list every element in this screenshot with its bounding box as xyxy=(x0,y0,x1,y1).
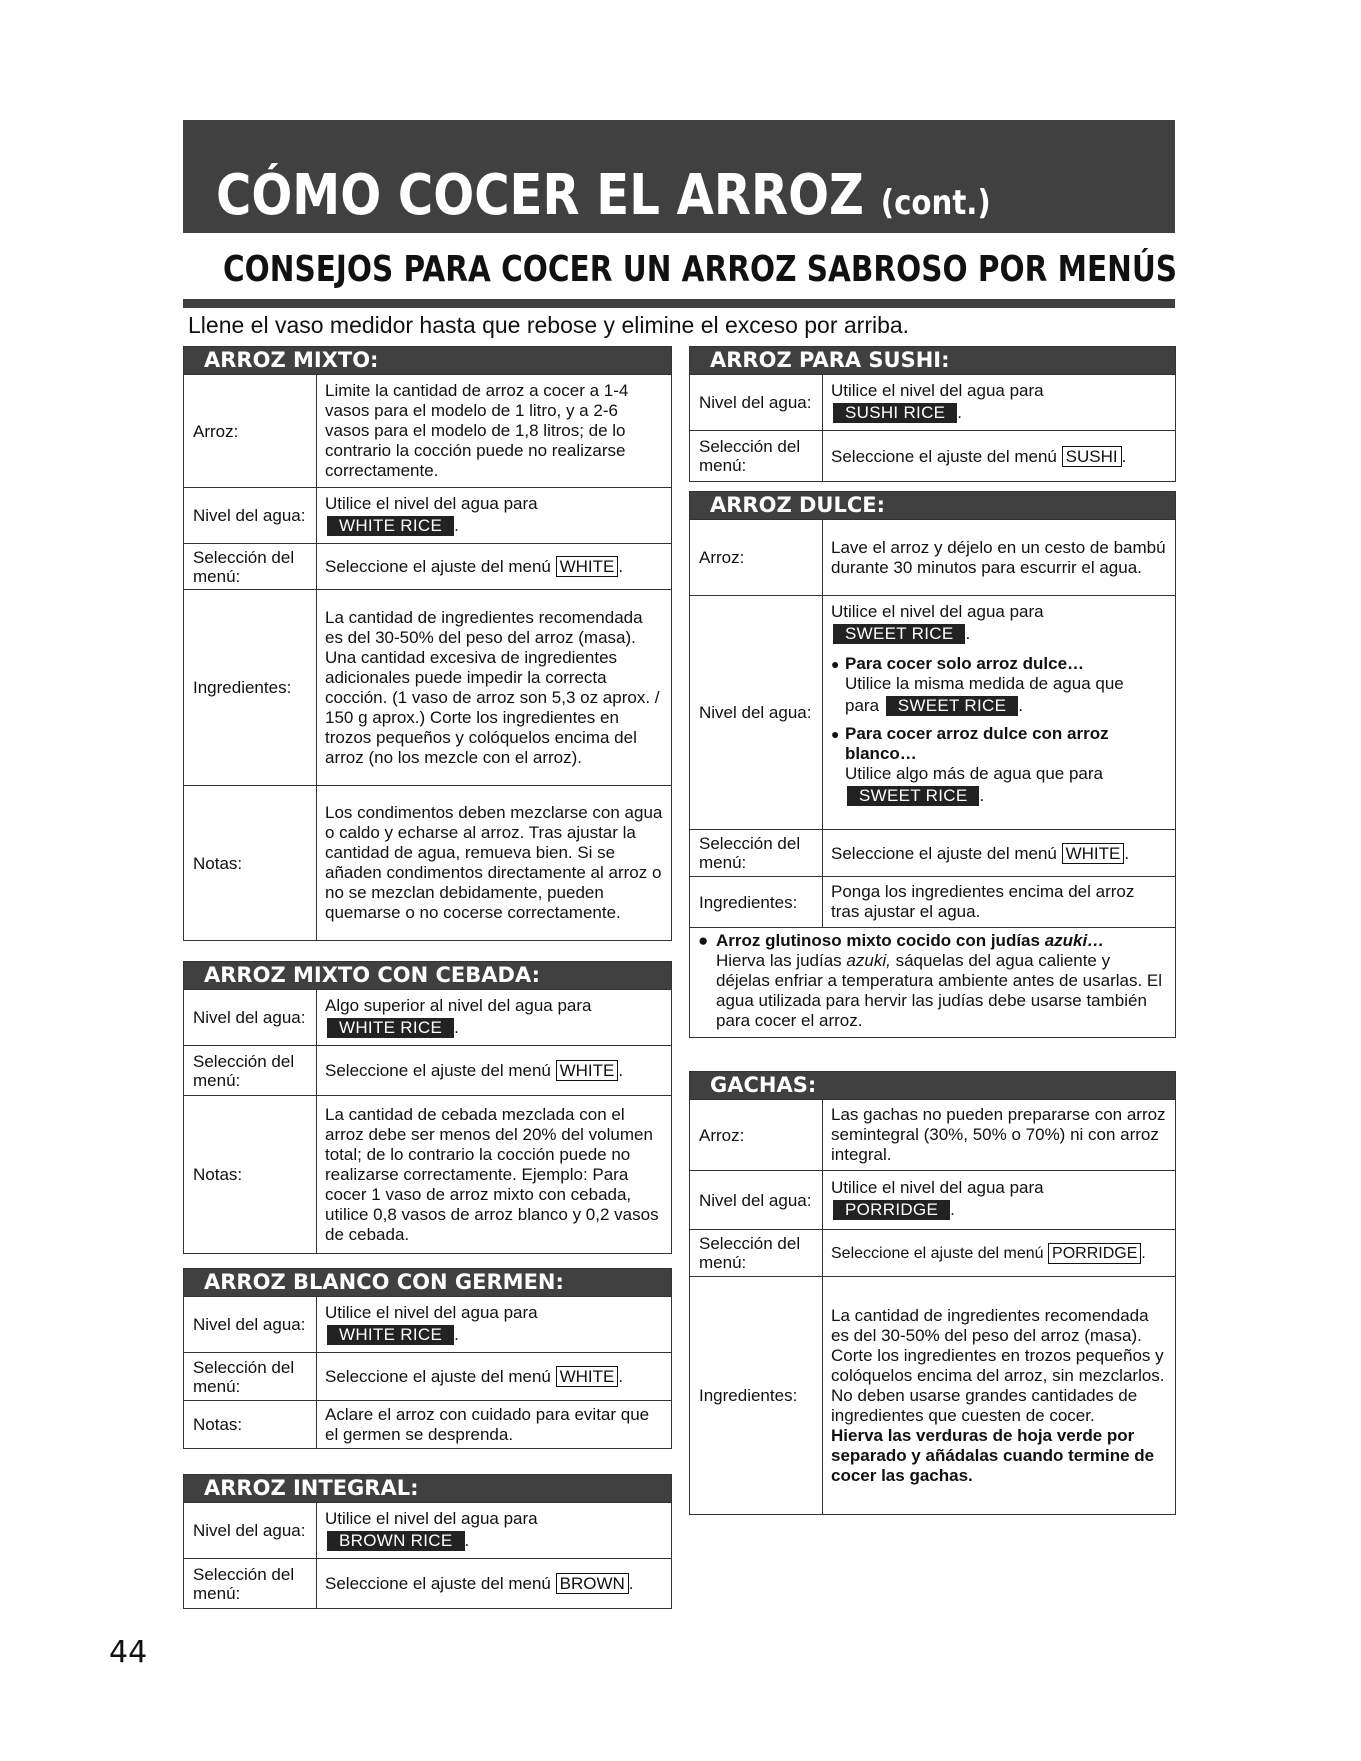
row-label: Selección del menú: xyxy=(699,437,801,475)
row-value: Lave el arroz y déjelo en un cesto de bambú durante 30 minutos para escurrir el agua. xyxy=(822,520,1175,595)
row-value xyxy=(822,375,1175,430)
nivel-text: Utilice el nivel del agua para xyxy=(831,602,1044,621)
panel-arroz-dulce xyxy=(689,491,1176,1038)
row-value: Las gachas no pueden prepararse con arroz semintegral (30%, 50% o 70%) ni con arroz integral. xyxy=(822,1100,1175,1170)
panel-arroz-germen xyxy=(183,1268,672,1449)
row-value: La cantidad de ingredientes recomendada es del 30-50% del peso del arroz (masa). Una cantidad excesiva de ingredientes adicionales puede impedir la correcta cocción. (1 vaso de arroz son 5,3 oz aprox. / 150 g aprox.) Corte los ingredientes en trozos pequeños y colóquelos encima del arroz (no los mezcle con el arroz). xyxy=(316,590,671,785)
row-label: Ingredientes: xyxy=(699,892,798,912)
bullet-solo-dulce xyxy=(831,654,1167,718)
row-label: Selección del menú: xyxy=(699,834,801,872)
row-nivel xyxy=(184,1502,671,1558)
row-label: Notas: xyxy=(193,1415,243,1434)
row-seleccion xyxy=(690,1229,1175,1276)
note-text-em: azuki, xyxy=(846,951,891,970)
azuki-note-body xyxy=(698,931,1167,1031)
row-ingredientes xyxy=(690,876,1175,927)
period: . xyxy=(628,1574,634,1593)
menu-key: WHITE xyxy=(556,1060,619,1081)
row-label: Nivel del agua: xyxy=(699,393,812,412)
period: . xyxy=(454,1017,459,1037)
page-title-text: CÓMO COCER EL ARROZ xyxy=(216,163,864,228)
water-level-badge: PORRIDGE xyxy=(833,1200,950,1220)
period: . xyxy=(957,402,963,422)
period: . xyxy=(979,786,985,805)
row-label: Selección del menú: xyxy=(193,1564,295,1603)
menu-key: PORRIDGE xyxy=(1048,1243,1141,1264)
period: . xyxy=(1141,1244,1146,1262)
row-seleccion xyxy=(184,543,671,589)
water-level-badge: WHITE RICE xyxy=(327,1325,454,1345)
period: . xyxy=(464,1530,470,1550)
panel-title: ARROZ BLANCO CON GERMEN: xyxy=(184,1269,671,1296)
row-arroz xyxy=(184,374,671,487)
row-label: Nivel del agua: xyxy=(193,1315,306,1334)
menu-text: Seleccione el ajuste del menú xyxy=(325,557,551,576)
panel-arroz-cebada xyxy=(183,961,672,1254)
row-notas xyxy=(184,1400,671,1448)
page-title-suffix: (cont.) xyxy=(880,183,991,223)
row-value: Aclare el arroz con cuidado para evitar que el germen se desprenda. xyxy=(316,1401,671,1448)
panel-title: ARROZ MIXTO CON CEBADA: xyxy=(184,962,671,989)
row-nivel xyxy=(184,1296,671,1352)
bullet-title: Para cocer solo arroz dulce… xyxy=(845,654,1085,673)
row-label: Selección del menú: xyxy=(193,1051,295,1090)
bullet-text: Utilice la misma medida de agua que xyxy=(845,674,1124,693)
panel-arroz-integral xyxy=(183,1474,672,1609)
row-label: Nivel del agua: xyxy=(193,1521,306,1540)
subtitle-rule xyxy=(183,299,1175,308)
row-value xyxy=(822,1277,1175,1514)
row-value: La cantidad de cebada mezclada con el arroz debe ser menos del 20% del volumen total; de lo contrario la cocción puede no realizarse correctamente. Ejemplo: Para cocer 1 vaso de arroz mixto con cebada, utilice 0,8 vasos de arroz blanco y 0,2 vasos de cebada. xyxy=(316,1096,671,1253)
panel-title: ARROZ DULCE: xyxy=(690,492,1175,519)
panel-title: ARROZ INTEGRAL: xyxy=(184,1475,671,1502)
row-seleccion xyxy=(184,1558,671,1608)
note-title-em: azuki… xyxy=(1044,931,1105,950)
panel-title: ARROZ MIXTO: xyxy=(184,347,671,374)
period: . xyxy=(1124,843,1130,863)
row-nivel xyxy=(690,595,1175,829)
period: . xyxy=(618,1061,624,1080)
bullet-icon: ● xyxy=(831,726,840,742)
water-level-badge: SWEET RICE xyxy=(833,624,965,644)
row-notas xyxy=(184,785,671,940)
row-value xyxy=(822,596,1175,829)
water-level-badge: SWEET RICE xyxy=(847,786,979,806)
row-label: Nivel del agua: xyxy=(193,1008,306,1027)
panel-arroz-sushi xyxy=(689,346,1176,482)
azuki-note xyxy=(690,927,1175,1037)
nivel-text: Utilice el nivel del agua para xyxy=(325,1508,538,1528)
section-subtitle: CONSEJOS PARA COCER UN ARROZ SABROSO POR MENÚS xyxy=(223,249,1178,290)
bullet-icon: ● xyxy=(698,931,709,950)
row-value xyxy=(822,1171,1175,1229)
note-title: Arroz glutinoso mixto cocido con judías xyxy=(716,931,1040,950)
row-value xyxy=(316,990,671,1045)
nivel-text: Utilice el nivel del agua para xyxy=(831,1178,1044,1197)
period: . xyxy=(454,1324,459,1344)
ingredientes-bold-text: Hierva las verduras de hoja verde por separado y añádalas cuando termine de cocer las gachas. xyxy=(831,1425,1155,1485)
row-label: Notas: xyxy=(193,853,243,873)
row-nivel xyxy=(690,1170,1175,1229)
menu-key: WHITE xyxy=(1062,843,1125,864)
menu-text: Seleccione el ajuste del menú xyxy=(325,1367,551,1386)
row-value: Ponga los ingredientes encima del arroz tras ajustar el agua. xyxy=(822,877,1175,927)
row-ingredientes xyxy=(184,589,671,785)
nivel-text: Utilice el nivel del agua para xyxy=(831,380,1044,400)
row-label: Selección del menú: xyxy=(699,1234,801,1272)
row-value xyxy=(316,1353,671,1400)
period: . xyxy=(618,1367,624,1386)
period: . xyxy=(950,1200,955,1219)
row-label: Selección del menú: xyxy=(193,547,295,586)
row-seleccion xyxy=(690,829,1175,876)
row-value xyxy=(316,1046,671,1095)
water-level-badge: BROWN RICE xyxy=(327,1531,465,1551)
row-ingredientes xyxy=(690,1276,1175,1514)
row-nivel xyxy=(690,374,1175,430)
bullet-title: Para cocer arroz dulce con arroz blanco… xyxy=(845,724,1109,763)
menu-text: Seleccione el ajuste del menú xyxy=(831,446,1057,466)
row-label: Selección del menú: xyxy=(193,1357,295,1396)
row-label: Nivel del agua: xyxy=(699,703,812,722)
water-level-badge: SWEET RICE xyxy=(886,696,1018,716)
period: . xyxy=(618,557,624,576)
panel-arroz-mixto xyxy=(183,346,672,941)
note-text: Hierva las judías xyxy=(716,951,842,970)
bullet-dulce-blanco xyxy=(831,724,1167,808)
nivel-text: Algo superior al nivel del agua para xyxy=(325,995,592,1015)
page-number: 44 xyxy=(109,1635,148,1670)
ingredientes-text: La cantidad de ingredientes recomendada es del 30-50% del peso del arroz (masa). Corte los ingredientes en trozos pequeños y colóquelos encima del arroz, sin mezclarlos. No deben usarse grandes cantidades de ingredientes que cuesten de cocer. xyxy=(831,1305,1165,1425)
row-label: Nivel del agua: xyxy=(193,506,306,525)
row-value xyxy=(822,431,1175,481)
row-nivel xyxy=(184,989,671,1045)
nivel-text: Utilice el nivel del agua para xyxy=(325,493,538,513)
row-nivel xyxy=(184,487,671,543)
row-label: Arroz: xyxy=(699,548,745,567)
bullet-text: para xyxy=(845,696,880,715)
row-seleccion xyxy=(184,1352,671,1400)
menu-text: Seleccione el ajuste del menú xyxy=(831,843,1057,863)
menu-key: SUSHI xyxy=(1062,446,1122,467)
row-arroz xyxy=(690,1099,1175,1170)
page-title xyxy=(216,163,991,228)
bullet-text: Utilice algo más de agua que para xyxy=(845,764,1103,783)
period: . xyxy=(1121,446,1127,466)
row-value: Los condimentos deben mezclarse con agua o caldo y echarse al arroz. Tras ajustar la cantidad de agua, remueva bien. Si se añaden condimentos directamente al arroz o no se mezclan debidamente, pueden quemarse o no cocerse correctamente. xyxy=(316,786,671,940)
row-notas xyxy=(184,1095,671,1253)
row-label: Ingredientes: xyxy=(699,1386,798,1405)
water-level-badge: SUSHI RICE xyxy=(833,403,957,423)
row-value xyxy=(316,544,671,589)
row-seleccion xyxy=(690,430,1175,481)
panel-gachas xyxy=(689,1071,1176,1515)
water-level-badge: WHITE RICE xyxy=(327,516,454,536)
menu-text: Seleccione el ajuste del menú xyxy=(325,1061,551,1080)
row-arroz xyxy=(690,519,1175,595)
period: . xyxy=(1018,696,1023,715)
period: . xyxy=(965,624,971,643)
menu-key: WHITE xyxy=(556,1366,619,1387)
row-label: Arroz: xyxy=(699,1125,745,1145)
row-seleccion xyxy=(184,1045,671,1095)
row-value xyxy=(822,1230,1175,1276)
menu-key: BROWN xyxy=(556,1573,629,1594)
row-label: Notas: xyxy=(193,1165,243,1184)
row-value: Limite la cantidad de arroz a cocer a 1-4 vasos para el modelo de 1 litro, y a 2-6 vasos para el modelo de 1,8 litros; de lo contrario la cocción puede no realizarse correctamente. xyxy=(316,375,671,487)
row-value xyxy=(316,1559,671,1608)
menu-text: Seleccione el ajuste del menú xyxy=(325,1574,551,1593)
row-label: Nivel del agua: xyxy=(699,1190,812,1210)
menu-text: Seleccione el ajuste del menú xyxy=(831,1244,1044,1262)
row-value xyxy=(316,1297,671,1352)
row-value xyxy=(316,488,671,543)
menu-key: WHITE xyxy=(556,556,619,577)
note-text: sáquelas del agua caliente y déjelas enfriar a temperatura ambiente antes de usarlas. El agua utilizada para hervir las judías debe usarse también para cocer el arroz. xyxy=(716,951,1163,1030)
intro-text: Llene el vaso medidor hasta que rebose y elimine el exceso por arriba. xyxy=(188,312,910,338)
period: . xyxy=(454,515,459,535)
row-label: Ingredientes: xyxy=(193,678,292,697)
bullet-icon: ● xyxy=(831,656,840,672)
panel-title: ARROZ PARA SUSHI: xyxy=(690,347,1175,374)
nivel-text: Utilice el nivel del agua para xyxy=(325,1302,538,1322)
panel-title: GACHAS: xyxy=(690,1072,1175,1099)
row-value xyxy=(822,830,1175,876)
row-value xyxy=(316,1503,671,1558)
water-level-badge: WHITE RICE xyxy=(327,1018,454,1038)
row-label: Arroz: xyxy=(193,421,239,441)
